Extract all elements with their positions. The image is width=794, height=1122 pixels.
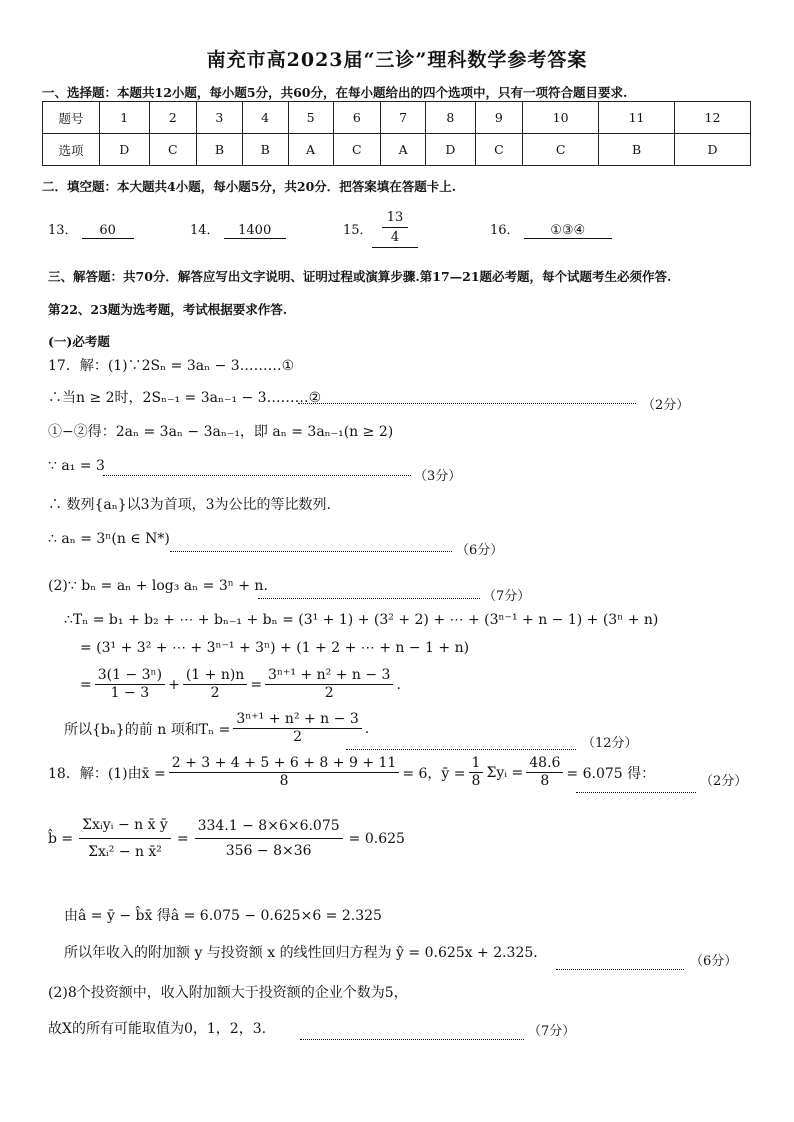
q14-answer: 1400 bbox=[224, 223, 286, 239]
fraction-numerator: 334.1 − 8×6×6.075 bbox=[195, 814, 343, 839]
q18-part2-line-1: (2)8个投资额中，收入附加额大于投资额的企业个数为5， bbox=[48, 985, 408, 1001]
q18-line-1-leader bbox=[576, 785, 696, 800]
q18-fraction-1 bbox=[169, 755, 400, 790]
q17-line-6-leader bbox=[170, 544, 452, 559]
q17-score-1: （2分） bbox=[642, 398, 690, 413]
q17-line-10 bbox=[80, 667, 401, 702]
q17-line-9: = (3¹ + 3² + ⋯ + 3ⁿ⁻¹ + 3ⁿ) + (1 + 2 + ⋯ + n − 1 + n) bbox=[80, 640, 470, 656]
q15-answer bbox=[372, 208, 418, 248]
section1-heading: 一、选择题：本题共12小题，每小题5分，共60分，在每小题给出的四个选项中，只有一项符合题目要求. bbox=[42, 85, 628, 100]
q18-score-1: （2分） bbox=[700, 774, 748, 789]
table-cell: A bbox=[381, 134, 426, 166]
table-cell: A bbox=[288, 134, 333, 166]
q17-conclusion: 所以{bₙ}的前 n 项和Tₙ = bbox=[64, 721, 231, 738]
q18-b-hat-label: b̂ = bbox=[48, 830, 74, 847]
q18-b-fraction-2 bbox=[195, 814, 343, 863]
q18-b-fraction-1 bbox=[79, 812, 171, 865]
q17-fraction-2 bbox=[183, 667, 248, 702]
q17-line-7: (2)∵ bₙ = aₙ + log₃ aₙ = 3ⁿ + n. bbox=[48, 578, 268, 594]
table-cell: C bbox=[475, 134, 523, 166]
table-row-answers bbox=[43, 134, 751, 166]
fraction-denominator: 1 − 3 bbox=[110, 685, 150, 701]
q17-line-8: ∴Tₙ = b₁ + b₂ + ⋯ + bₙ₋₁ + bₙ = (3¹ + 1) + (3² + 2) + ⋯ + (3ⁿ⁻¹ + n − 1) + (3ⁿ + n) bbox=[64, 612, 659, 628]
table-cell: 1 bbox=[100, 102, 150, 134]
fraction-denominator: 2 bbox=[293, 729, 302, 745]
fraction-numerator: 3ⁿ⁺¹ + n² + n − 3 bbox=[233, 711, 361, 729]
table-cell: 3 bbox=[197, 102, 243, 134]
table-cell: 12 bbox=[675, 102, 751, 134]
table-cell: 6 bbox=[333, 102, 381, 134]
table-cell: C bbox=[523, 134, 599, 166]
q17-line-3: ①−②得：2aₙ = 3aₙ − 3aₙ₋₁，即 aₙ = 3aₙ₋₁(n ≥ 2) bbox=[48, 424, 394, 440]
required-label: (一)必考题 bbox=[48, 334, 110, 349]
section3-heading-2: 第22、23题为选考题，考试根据要求作答. bbox=[48, 302, 288, 317]
q17-fraction-4 bbox=[233, 711, 361, 746]
q18-mean-y-result: = 6.075 得： bbox=[566, 765, 656, 782]
q17-eq-sign: = bbox=[80, 676, 92, 693]
table-cell: B bbox=[197, 134, 243, 166]
table-cell-label: 题号 bbox=[43, 102, 100, 134]
q17-plus-sign: + bbox=[168, 676, 180, 693]
q17-line-2-leader bbox=[298, 396, 636, 411]
q17-line-1: 17．解：(1)∵2Sₙ = 3aₙ − 3………① bbox=[48, 358, 295, 374]
q14-label: 14． bbox=[190, 223, 220, 238]
q18-b-hat bbox=[48, 812, 405, 865]
q17-fraction-3 bbox=[265, 667, 393, 702]
q13-label: 13． bbox=[48, 223, 78, 238]
fraction-denominator: 2 bbox=[324, 685, 334, 701]
table-cell: 7 bbox=[381, 102, 426, 134]
fraction-denominator: 8 bbox=[279, 773, 289, 789]
table-cell: B bbox=[599, 134, 675, 166]
q15-label: 15． bbox=[343, 223, 373, 238]
q16-label: 16． bbox=[490, 223, 520, 238]
q18-mean-x-label: 18．解：(1)由x̄ = bbox=[48, 765, 166, 782]
q18-regression-line: 所以年收入的附加额 y 与投资额 x 的线性回归方程为 ŷ = 0.625x + 2.325. bbox=[64, 945, 538, 961]
page-title: 南充市高2023届“三诊”理科数学参考答案 bbox=[206, 49, 588, 71]
fraction-denominator: 356 − 8×36 bbox=[225, 843, 312, 859]
q17-line-4-leader bbox=[103, 468, 411, 483]
q18-regression-leader bbox=[556, 962, 684, 977]
fraction-denominator: 2 bbox=[210, 685, 220, 701]
table-cell: 11 bbox=[599, 102, 675, 134]
q18-a-hat-line: 由â = ȳ − b̂x̄ 得â = 6.075 − 0.625×6 = 2.325 bbox=[64, 908, 382, 924]
table-cell: 8 bbox=[426, 102, 476, 134]
table-cell: 2 bbox=[149, 102, 197, 134]
table-cell: 9 bbox=[475, 102, 523, 134]
answer-table bbox=[42, 101, 751, 166]
fraction-numerator: 48.6 bbox=[526, 755, 563, 773]
section3-heading: 三、解答题：共70分．解答应写出文字说明、证明过程或演算步骤.第17—21题必考题，每个试题考生必须作答. bbox=[48, 269, 672, 284]
table-cell: D bbox=[426, 134, 476, 166]
section2-heading: 二．填空题：本大题共4小题，每小题5分，共20分．把答案填在答题卡上. bbox=[42, 179, 457, 194]
table-cell: C bbox=[149, 134, 197, 166]
fraction-denominator: Σxᵢ² − n x̄² bbox=[88, 844, 162, 860]
table-row-numbers bbox=[43, 102, 751, 134]
q13 bbox=[48, 219, 134, 239]
table-cell: 4 bbox=[242, 102, 288, 134]
q18-score-2: （6分） bbox=[690, 954, 738, 969]
fraction-numerator: 3(1 − 3ⁿ) bbox=[95, 667, 165, 685]
q18-sum: Σyᵢ = bbox=[486, 764, 524, 781]
table-cell: 10 bbox=[523, 102, 599, 134]
q17-line-2: ∴当n ≥ 2时，2Sₙ₋₁ = 3aₙ₋₁ − 3………② bbox=[48, 390, 322, 406]
q14 bbox=[190, 219, 286, 239]
q18-b-result: = 0.625 bbox=[348, 830, 405, 847]
fraction-numerator: 1 bbox=[469, 755, 484, 773]
q18-part2-leader bbox=[300, 1032, 524, 1047]
q18-mean-y-label: = 6，ȳ = bbox=[402, 765, 466, 782]
table-cell: D bbox=[675, 134, 751, 166]
fraction-denominator: 8 bbox=[471, 773, 481, 789]
q17-score-3: （6分） bbox=[456, 543, 504, 558]
q13-answer: 60 bbox=[82, 223, 134, 239]
q16-answer: ①③④ bbox=[524, 223, 612, 239]
q18-part2-line-2: 故X的所有可能取值为0，1，2，3. bbox=[48, 1021, 267, 1037]
q17-line-4: ∵ a₁ = 3 bbox=[48, 458, 105, 474]
q17-score-4: （7分） bbox=[483, 589, 531, 604]
q18-fraction-3 bbox=[526, 755, 563, 790]
q17-line-6: ∴ aₙ = 3ⁿ(n ∈ N*) bbox=[48, 531, 170, 547]
fraction-denominator: 8 bbox=[540, 773, 550, 789]
q18-score-3: （7分） bbox=[528, 1024, 576, 1039]
fraction-numerator: (1 + n)n bbox=[183, 667, 248, 685]
table-cell: 5 bbox=[288, 102, 333, 134]
q17-period: . bbox=[396, 676, 401, 693]
table-cell-label: 选项 bbox=[43, 134, 100, 166]
table-cell: D bbox=[100, 134, 150, 166]
table-cell: B bbox=[242, 134, 288, 166]
fraction-numerator: 3ⁿ⁺¹ + n² + n − 3 bbox=[265, 667, 393, 685]
q17-period-2: . bbox=[364, 720, 370, 737]
q17-line-11 bbox=[64, 711, 369, 746]
fraction-numerator: Σxᵢyᵢ − n x̄ ȳ bbox=[79, 812, 171, 839]
q17-line-5: ∴ 数列{aₙ}以3为首项，3为公比的等比数列. bbox=[48, 497, 331, 513]
q17-eq-sign-2: = bbox=[250, 676, 263, 693]
q17-line-7-leader bbox=[258, 591, 480, 606]
q18-line-1 bbox=[48, 755, 655, 790]
q18-fraction-2 bbox=[469, 755, 484, 790]
q15-denominator: 4 bbox=[372, 228, 418, 248]
q16 bbox=[490, 219, 612, 239]
q15-numerator: 13 bbox=[386, 210, 404, 225]
q17-score-5: （12分） bbox=[582, 736, 638, 751]
q17-score-2: （3分） bbox=[414, 469, 462, 484]
fraction-numerator: 2 + 3 + 4 + 5 + 6 + 8 + 9 + 11 bbox=[169, 755, 400, 773]
q17-fraction-1 bbox=[95, 667, 165, 702]
q18-b-eq: = bbox=[176, 830, 189, 847]
table-cell: C bbox=[333, 134, 381, 166]
